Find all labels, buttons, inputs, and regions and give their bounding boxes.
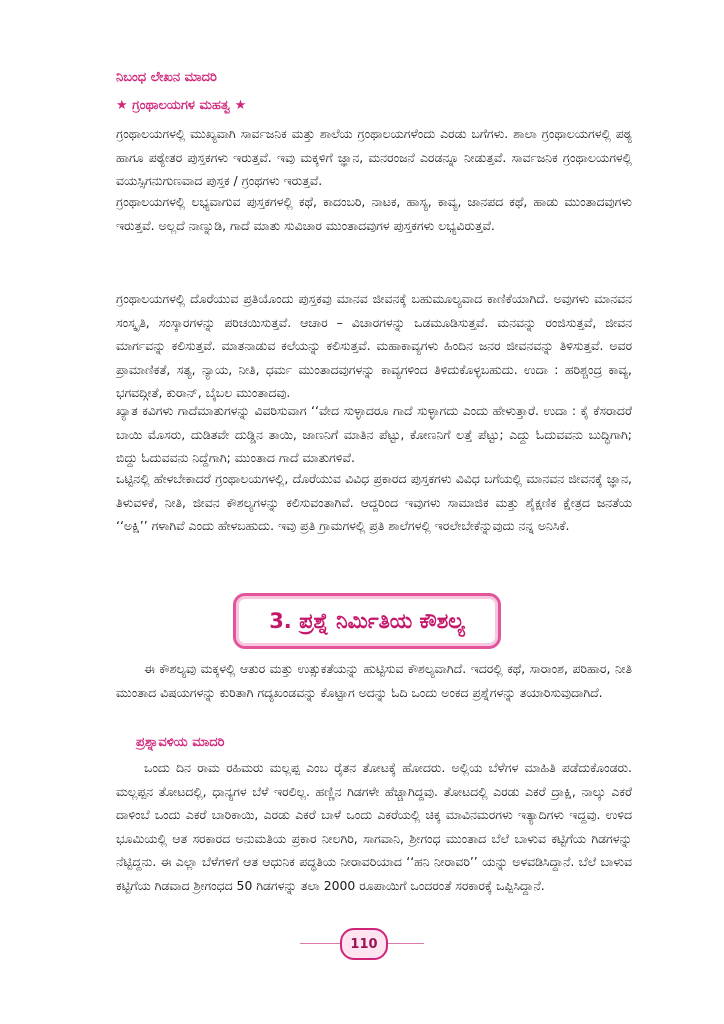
page-number: 110: [350, 936, 378, 952]
footer-line-right: [384, 943, 424, 944]
footer-line-left: [300, 943, 340, 944]
essay-paragraph-3: ಗ್ರಂಥಾಲಯಗಳಲ್ಲಿ ದೊರೆಯುವ ಪ್ರತಿಯೊಂದು ಪುಸ್ತಕವು ಮಾನವ ಜೀವನಕ್ಕೆ ಬಹುಮೂಲ್ಯವಾದ ಕಾಣಿಕೆಯಾಗಿದೆ. ಅವುಗಳು ಮಾನವನ ಸಂಸ್ಕೃತಿ, ಸಂಸ್ಕಾರಗಳನ್ನು ಪರಿಚಯಿಸುತ್ತವೆ. ಆಚಾರ – ವಿಚಾರಗಳನ್ನು ಒಡಮೂಡಿಸುತ್ತವೆ. ಮನವನ್ನು ರಂಜಿಸುತ್ತವೆ, ಜೀವನ ಮಾರ್ಗವನ್ನು ಕಲಿಸುತ್ತವೆ. ಮಾತನಾಡುವ ಕಲೆಯನ್ನು ಕಲಿಸುತ್ತವೆ. ಮಹಾಕಾವ್ಯಗಳು ಹಿಂದಿನ ಜನರ ಜೀವನವನ್ನು ತಿಳಿಸುತ್ತವೆ. ಅವರ ಪ್ರಾಮಾಣಿಕತೆ, ಸತ್ಯ, ನ್ಯಾಯ, ನೀತಿ, ಧರ್ಮ ಮುಂತಾದವುಗಳನ್ನು ಕಾವ್ಯಗಳಿಂದ ತಿಳಿದುಕೊಳ್ಳಬಹುದು. ಉದಾ : ಹರಿಶ್ಚಂದ್ರ ಕಾವ್ಯ, ಭಗವದ್ಗೀತೆ, ಕುರಾನ್, ಬೈಬಲ ಮುಂತಾದವು.: [116, 291, 632, 400]
chapter-heading-box: [233, 593, 501, 649]
essay-title: ★ ಗ್ರಂಥಾಲಯಗಳ ಮಹತ್ವ ★: [116, 98, 247, 113]
essay-paragraph-1: ಗ್ರಂಥಾಲಯಗಳಲ್ಲಿ ಮುಖ್ಯವಾಗಿ ಸಾರ್ವಜನಿಕ ಮತ್ತು ಶಾಲೆಯ ಗ್ರಂಥಾಲಯಗಳೆಂದು ಎರಡು ಬಗೆಗಳು. ಶಾಲಾ ಗ್ರಂಥಾಲಯಗಳಲ್ಲಿ ಪಠ್ಯ ಹಾಗೂ ಪಠ್ಯೇತರ ಪುಸ್ತಕಗಳು ಇರುತ್ತವೆ. ಇವು ಮಕ್ಕಳಿಗೆ ಜ್ಞಾನ, ಮನರಂಜನೆ ಎರಡನ್ನೂ ನೀಡುತ್ತವೆ. ಸಾರ್ವಜನಿಕ ಗ್ರಂಥಾಲಯಗಳಲ್ಲಿ ವಯಸ್ಸಿಗನುಗುಣವಾದ ಪುಸ್ತಕ / ಗ್ರಂಥಗಳು ಇರುತ್ತವೆ.: [116, 126, 632, 188]
page-number-footer: [0, 928, 724, 958]
section-label: ನಿಬಂಧ ಲೇಖನ ಮಾದರಿ: [116, 70, 217, 85]
question-section-label: ಪ್ರಶ್ನಾವಳಿಯ ಮಾದರಿ: [136, 735, 225, 750]
essay-paragraph-4: ಖ್ಯಾತ ಕವಿಗಳು ಗಾದೆಮಾತುಗಳನ್ನು ವಿವರಿಸುವಾಗ ‘‘ವೇದ ಸುಳ್ಳಾದರೂ ಗಾದೆ ಸುಳ್ಳಾಗದು ಎಂದು ಹೇಳುತ್ತಾರೆ. ಉದಾ : ಕೈ ಕೆಸರಾದರೆ ಬಾಯಿ ಮೊಸರು, ದುಡಿತವೇ ದುಡ್ಡಿನ ತಾಯಿ, ಜಾಣನಿಗೆ ಮಾತಿನ ಪೆಟ್ಟು, ಕೋಣನಿಗೆ ಲತ್ತೆ ಪೆಟ್ಟು; ಎದ್ದು ಓದುವವನು ಬುದ್ಧಿಗಾಗಿ; ಬಿದ್ದು ಓದುವವನು ನಿದ್ದೆಗಾಗಿ; ಮುಂತಾದ ಗಾದೆ ಮಾತುಗಳಿವೆ.: [116, 403, 632, 465]
chapter-heading: 3. ಪ್ರಶ್ನೆ ನಿರ್ಮಿತಿಯ ಕೌಶಲ್ಯ: [269, 608, 465, 633]
passage: ಒಂದು ದಿನ ರಾಮ ರಹಿಮರು ಮಲ್ಲಪ್ಪ ಎಂಬ ರೈತನ ತೋಟಕ್ಕೆ ಹೋದರು. ಅಲ್ಲಿಯ ಬೆಳೆಗಳ ಮಾಹಿತಿ ಪಡೆದುಕೊಂಡರು. ಮಲ್ಲಪ್ಪನ ತೋಟದಲ್ಲಿ, ಧಾನ್ಯಗಳ ಬೆಳೆ ಇರಲಿಲ್ಲ. ಹಣ್ಣಿನ ಗಿಡಗಳೇ ಹೆಚ್ಚಾಗಿದ್ದವು. ತೋಟದಲ್ಲಿ ಎರಡು ಎಕರೆ ದ್ರಾಕ್ಷಿ, ನಾಲ್ಕು ಎಕರೆ ದಾಳಿಂಬೆ ಒಂದು ಎಕರೆ ಬಾರಿಕಾಯಿ, ಎರಡು ಎಕರೆ ಬಾಳೆ ಒಂದು ಎಕರೆಯಲ್ಲಿ ಚಿಕ್ಕ ಮಾವಿನಮರಗಳು ಇತ್ಯಾದಿಗಳು ಇದ್ದವು. ಉಳಿದ ಭೂಮಿಯಲ್ಲಿ ಆತ ಸರಕಾರದ ಅನುಮತಿಯ ಪ್ರಕಾರ ನೀಲಗಿರಿ, ಸಾಗವಾನಿ, ಶ್ರೀಗಂಧ ಮುಂತಾದ ಬೆಲೆ ಬಾಳುವ ಕಟ್ಟಿಗೆಯ ಗಿಡಗಳನ್ನು ನೆಟ್ಟಿದ್ದನು. ಈ ಎಲ್ಲಾ ಬೆಳೆಗಳಿಗೆ ಆತ ಆಧುನಿಕ ಪದ್ಧತಿಯ ನೀರಾವರಿಯಾದ ‘‘ಹನಿ ನೀರಾವರಿ’’ ಯನ್ನು ಅಳವಡಿಸಿದ್ದಾನೆ. ಬೆಲೆ ಬಾಳುವ ಕಟ್ಟಿಗೆಯ ಗಿಡವಾದ ಶ್ರೀಗಂಧದ 50 ಗಿಡಗಳನ್ನು ತಲಾ 2000 ರೂಪಾಯಿಗೆ ಒಂದರಂತೆ ಸರಕಾರಕ್ಕೆ ಒಪ್ಪಿಸಿದ್ದಾನೆ.: [116, 760, 632, 893]
page-number-badge: [340, 928, 388, 960]
essay-paragraph-5: ಒಟ್ಟಿನಲ್ಲಿ ಹೇಳಬೇಕಾದರೆ ಗ್ರಂಥಾಲಯಗಳಲ್ಲಿ, ದೊರೆಯುವ ವಿವಿಧ ಪ್ರಕಾರದ ಪುಸ್ತಕಗಳು ವಿವಿಧ ಬಗೆಯಲ್ಲಿ ಮಾನವನ ಜೀವನಕ್ಕೆ ಜ್ಞಾನ, ತಿಳುವಳಿಕೆ, ನೀತಿ, ಜೀವನ ಕೌಶಲ್ಯಗಳನ್ನು ಕಲಿಸುವಂತಾಗಿವೆ. ಆದ್ದರಿಂದ ಇವುಗಳು ಸಾಮಾಜಿಕ ಮತ್ತು ಶೈಕ್ಷಣಿಕ ಕ್ಷೇತ್ರದ ಜನತೆಯ ‘‘ಅಕ್ಷಿ’’ ಗಳಾಗಿವೆ ಎಂದು ಹೇಳಬಹುದು. ಇವು ಪ್ರತಿ ಗ್ರಾಮಗಳಲ್ಲಿ ಪ್ರತಿ ಶಾಲೆಗಳಲ್ಲಿ ಇರಲೇಬೇಕೆನ್ನುವುದು ನನ್ನ ಅನಿಸಿಕೆ.: [116, 471, 632, 533]
chapter-intro: ಈ ಕೌಶಲ್ಯವು ಮಕ್ಕಳಲ್ಲಿ ಆತುರ ಮತ್ತು ಉತ್ಸುಕತೆಯನ್ನು ಹುಟ್ಟಿಸುವ ಕೌಶಲ್ಯವಾಗಿದೆ. ಇದರಲ್ಲಿ ಕಥೆ, ಸಾರಾಂಶ, ಪರಿಹಾರ, ನೀತಿ ಮುಂತಾದ ವಿಷಯಗಳನ್ನು ಕುರಿತಾಗಿ ಗದ್ಯಖಂಡವನ್ನು ಕೊಟ್ಟಾಗ ಅದನ್ನು ಓದಿ ಒಂದು ಅಂಕದ ಪ್ರಶ್ನೆಗಳನ್ನು ತಯಾರಿಸುವುದಾಗಿದೆ.: [116, 661, 632, 700]
essay-paragraph-2: ಗ್ರಂಥಾಲಯಗಳಲ್ಲಿ ಲಭ್ಯವಾಗುವ ಪುಸ್ತಕಗಳಲ್ಲಿ ಕಥೆ, ಕಾದಂಬರಿ, ನಾಟಕ, ಹಾಸ್ಯ, ಕಾವ್ಯ, ಜಾನಪದ ಕಥೆ, ಹಾಡು ಮುಂತಾದವುಗಳು ಇರುತ್ತವೆ. ಅಲ್ಲದೆ ನಾಣ್ನುಡಿ, ಗಾದೆ ಮಾತು ಸುವಿಚಾರ ಮುಂತಾದವುಗಳ ಪುಸ್ತಕಗಳು ಲಭ್ಯವಿರುತ್ತವೆ.: [116, 194, 632, 233]
